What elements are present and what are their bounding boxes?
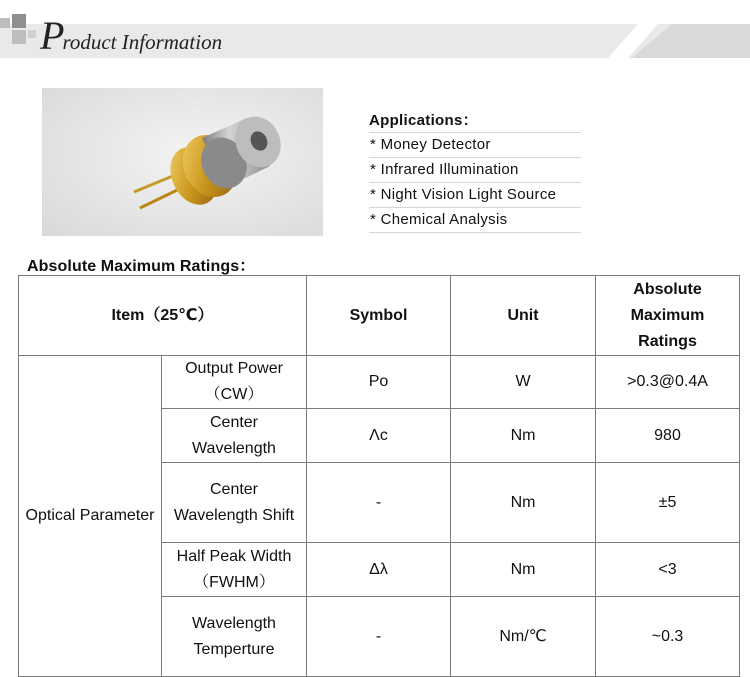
applications-title: Applications：: [369, 110, 581, 133]
value-cell: >0.3@0.4A: [596, 356, 740, 409]
header-square-decoration: [28, 30, 36, 38]
table-header-row: [19, 276, 740, 356]
header-item: Item（25℃）: [19, 276, 307, 356]
product-image: [42, 88, 323, 236]
value-cell: 980: [596, 409, 740, 463]
value-cell: ±5: [596, 463, 740, 543]
ratings-table: [18, 275, 740, 677]
ratings-title: Absolute Maximum Ratings：: [27, 258, 256, 275]
page-title-initial: P: [40, 13, 65, 58]
param-cell: Center Wavelength: [162, 409, 307, 463]
page-title: [40, 12, 222, 59]
unit-cell: W: [451, 356, 596, 409]
param-cell: Output Power （CW）: [162, 356, 307, 409]
symbol-cell: Po: [307, 356, 451, 409]
symbol-cell: -: [307, 597, 451, 677]
value-cell: ~0.3: [596, 597, 740, 677]
value-cell: <3: [596, 543, 740, 597]
header-square-decoration: [12, 30, 26, 44]
applications-list: [369, 110, 581, 233]
application-item: * Money Detector: [369, 133, 581, 158]
header-symbol: Symbol: [307, 276, 451, 356]
unit-cell: Nm: [451, 463, 596, 543]
header-rating: Absolute Maximum Ratings: [596, 276, 740, 356]
unit-cell: Nm/℃: [451, 597, 596, 677]
header-unit: Unit: [451, 276, 596, 356]
param-cell: Wavelength Temperture: [162, 597, 307, 677]
header-square-decoration: [0, 18, 10, 28]
symbol-cell: Δλ: [307, 543, 451, 597]
application-item: * Night Vision Light Source: [369, 183, 581, 208]
application-item: * Chemical Analysis: [369, 208, 581, 233]
header-square-decoration: [12, 14, 26, 28]
laser-diode-illustration: [42, 88, 323, 236]
table-row: [19, 356, 740, 409]
page-title-rest: roduct Information: [62, 30, 223, 54]
application-item: * Infrared Illumination: [369, 158, 581, 183]
unit-cell: Nm: [451, 409, 596, 463]
group-optical-parameter: Optical Parameter: [19, 356, 162, 677]
param-cell: Center Wavelength Shift: [162, 463, 307, 543]
param-cell: Half Peak Width（FWHM）: [162, 543, 307, 597]
symbol-cell: Λc: [307, 409, 451, 463]
page-header: [0, 8, 750, 58]
unit-cell: Nm: [451, 543, 596, 597]
symbol-cell: -: [307, 463, 451, 543]
